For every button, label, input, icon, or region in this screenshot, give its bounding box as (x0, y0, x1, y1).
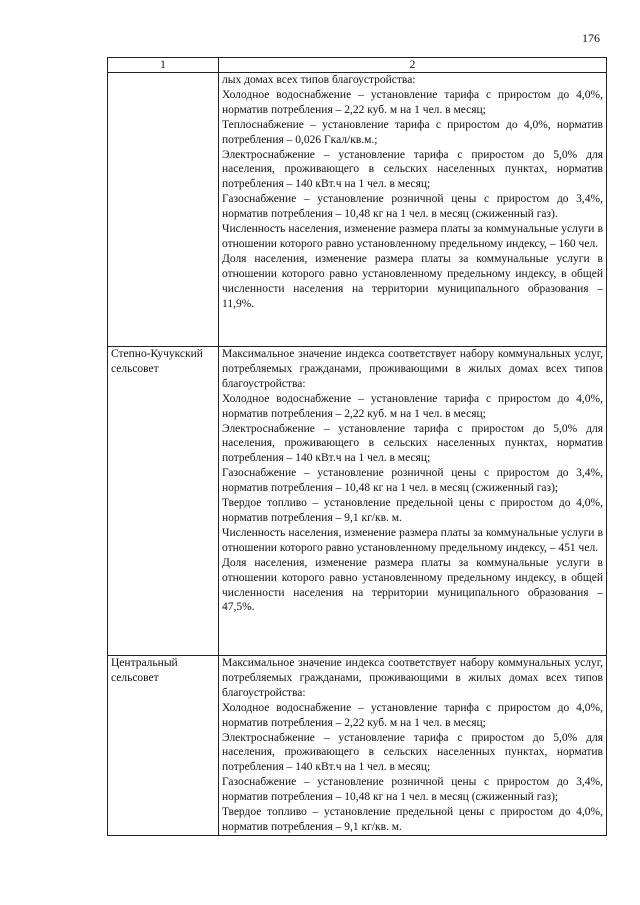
column-header-2: 2 (219, 58, 607, 73)
municipality-name-cell: Центральный сельсовет (108, 656, 219, 836)
municipality-name-cell (108, 73, 219, 347)
table-row (108, 656, 607, 836)
paragraph: Доля населения, изменение размера платы за коммунальные услуги в отношении которого равно установленному предельному индексу, в общей численности населения на территории муниципального образования – 47,5%. (222, 556, 603, 614)
paragraph: Газоснабжение – установление розничной цены с приростом до 3,4%, норматив потребления – 10,48 кг на 1 чел. в месяц (сжиженный газ); (222, 467, 603, 495)
paragraph: Максимальное значение индекса соответствует набору коммунальных услуг, потребляемых гражданами, проживающими в жилых домах всех типов благоустройства: (222, 657, 603, 699)
municipality-index-table (107, 57, 607, 836)
paragraph: Газоснабжение – установление розничной цены с приростом до 3,4%, норматив потребления – 10,48 кг на 1 чел. в месяц (сжиженный газ); (222, 776, 603, 804)
paragraph: Максимальное значение индекса соответствует набору коммунальных услуг, потребляемых гражданами, проживающими в жилых домах всех типов благоустройства: (222, 348, 603, 390)
index-description-cell (219, 656, 607, 836)
paragraph: Холодное водоснабжение – установление тарифа с приростом до 4,0%, норматив потребления – 2,22 куб. м на 1 чел. в месяц; (222, 701, 603, 729)
paragraph: лых домах всех типов благоустройства: (222, 74, 416, 86)
table-row (108, 73, 607, 347)
column-header-1: 1 (108, 58, 219, 73)
paragraph: Численность населения, изменение размера платы за коммунальные услуги в отношении которого равно установленному предельному индексу, – 160 чел. (222, 223, 603, 250)
table-row (108, 347, 607, 656)
page-number: 176 (582, 31, 600, 45)
paragraph: Холодное водоснабжение – установление тарифа с приростом до 4,0%, норматив потребления – 2,22 куб. м на 1 чел. в месяц; (222, 88, 603, 116)
paragraph: Доля населения, изменение размера платы за коммунальные услуги в отношении которого равно установленному предельному индексу, в общей численности населения на территории муниципального образования – 11,9%. (222, 252, 603, 310)
paragraph: Электроснабжение – установление тарифа с приростом до 5,0% для населения, проживающего в сельских населенных пунктах, норматив потребления – 140 кВт.ч на 1 чел. в месяц; (222, 148, 603, 191)
index-description-cell (219, 347, 607, 656)
paragraph: Численность населения, изменение размера платы за коммунальные услуги в отношении которого равно установленному предельному индексу, – 451 чел. (222, 526, 603, 554)
paragraph: Газоснабжение – установление розничной цены с приростом до 3,4%, норматив потребления – 10,48 кг на 1 чел. в месяц (сжиженный газ). (222, 193, 603, 221)
paragraph: Электроснабжение – установление тарифа с приростом до 5,0% для населения, проживающего в сельских населенных пунктах, норматив потребления – 140 кВт.ч на 1 чел. в месяц; (222, 422, 603, 465)
paragraph: Твердое топливо – установление предельной цены с приростом до 4,0%, норматив потребления – 9,1 кг/кв. м. (222, 806, 603, 833)
paragraph: Электроснабжение – установление тарифа с приростом до 5,0% для населения, проживающего в сельских населенных пунктах, норматив потребления – 140 кВт.ч на 1 чел. в месяц; (222, 731, 603, 774)
paragraph: Холодное водоснабжение – установление тарифа с приростом до 4,0%, норматив потребления – 2,22 куб. м на 1 чел. в месяц; (222, 392, 603, 420)
table-header-row (108, 58, 607, 73)
municipality-name-cell: Степно-Кучукский сельсовет (108, 347, 219, 656)
paragraph: Теплоснабжение – установление тарифа с приростом до 4,0%, норматив потребления – 0,026 Гкал/кв.м.; (222, 118, 603, 146)
paragraph: Твердое топливо – установление предельной цены с приростом до 4,0%, норматив потребления – 9,1 кг/кв. м. (222, 497, 603, 524)
index-description-cell (219, 73, 607, 347)
